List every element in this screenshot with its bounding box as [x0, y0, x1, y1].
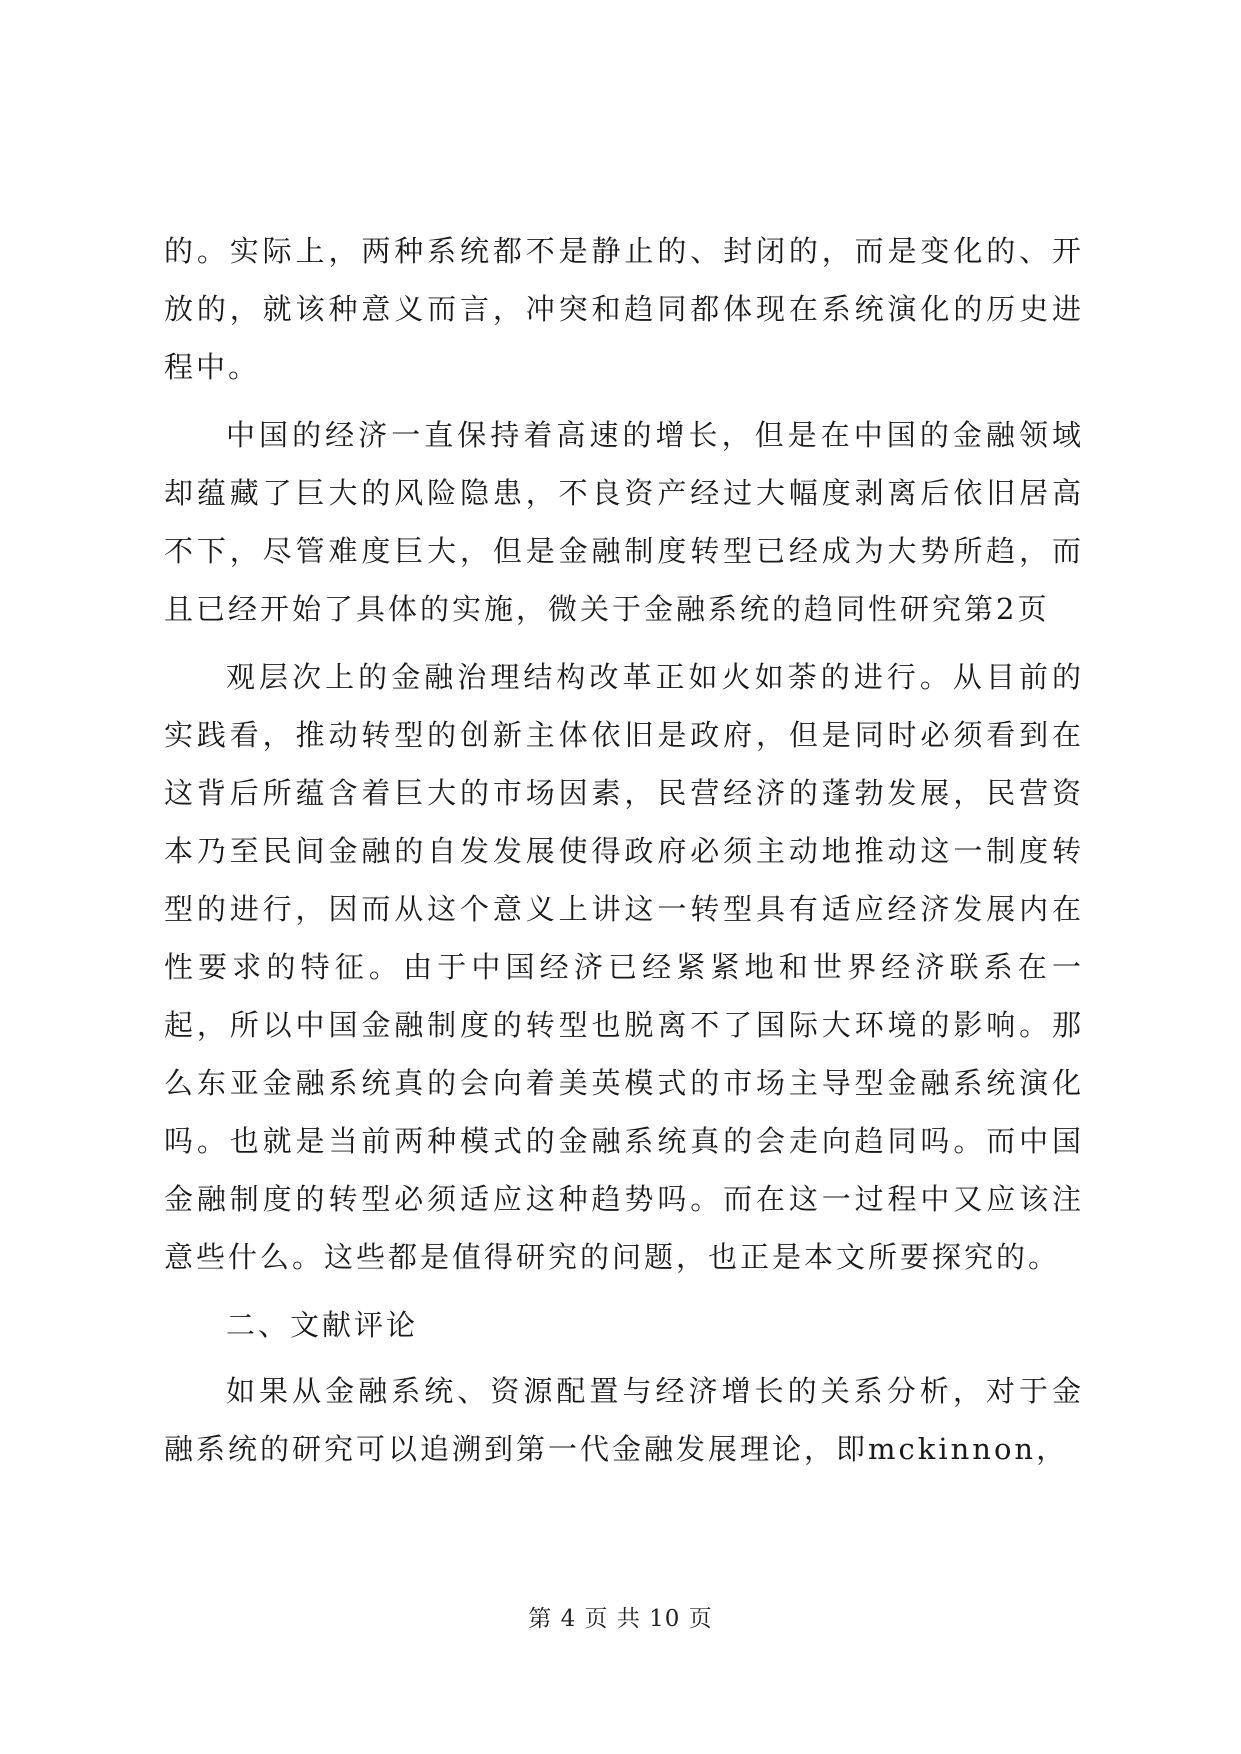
- paragraph-continuation: 的。实际上，两种系统都不是静止的、封闭的，而是变化的、开放的，就该种意义而言，冲突和趋同都体现在系统演化的历史进程中。: [164, 234, 1084, 384]
- paragraph-governance-reform: 观层次上的金融治理结构改革正如火如荼的进行。从目前的实践看，推动转型的创新主体依旧是政府，但是同时必须看到在这背后所蕴含着巨大的市场因素，民营经济的蓬勃发展，民营资本乃至民间金融的自发发展使得政府必须主动地推动这一制度转型的进行，因而从这个意义上讲这一转型具有适应经济发展内在性要求的特征。由于中国经济已经紧紧地和世界经济联系在一起，所以中国金融制度的转型也脱离不了国际大环境的影响。那么东亚金融系统真的会向着美英模式的市场主导型金融系统演化吗。也就是当前两种模式的金融系统真的会走向趋同吗。而中国金融制度的转型必须适应这种趋势吗。而在这一过程中又应该注意些什么。这些都是值得研究的问题，也正是本文所要探究的。: [164, 660, 1084, 1274]
- paragraph-economy-risk: 中国的经济一直保持着高速的增长，但是在中国的金融领域却蕴藏了巨大的风险隐患，不良资产经过大幅度剥离后依旧居高不下，尽管难度巨大，但是金融制度转型已经成为大势所趋，而且已经开始了具体的实施，微关于金融系统的趋同性研究第2页: [164, 418, 1084, 626]
- section-heading-literature-review: 二、文献评论: [226, 1308, 419, 1342]
- page-footer: [0, 1600, 1241, 1633]
- page-number-indicator: 第 4 页 共 10 页: [528, 1606, 713, 1632]
- document-body: [164, 222, 1084, 1488]
- paragraph-literature: 如果从金融系统、资源配置与经济增长的关系分析，对于金融系统的研究可以追溯到第一代金融发展理论，即mckinnon，: [164, 1374, 1084, 1466]
